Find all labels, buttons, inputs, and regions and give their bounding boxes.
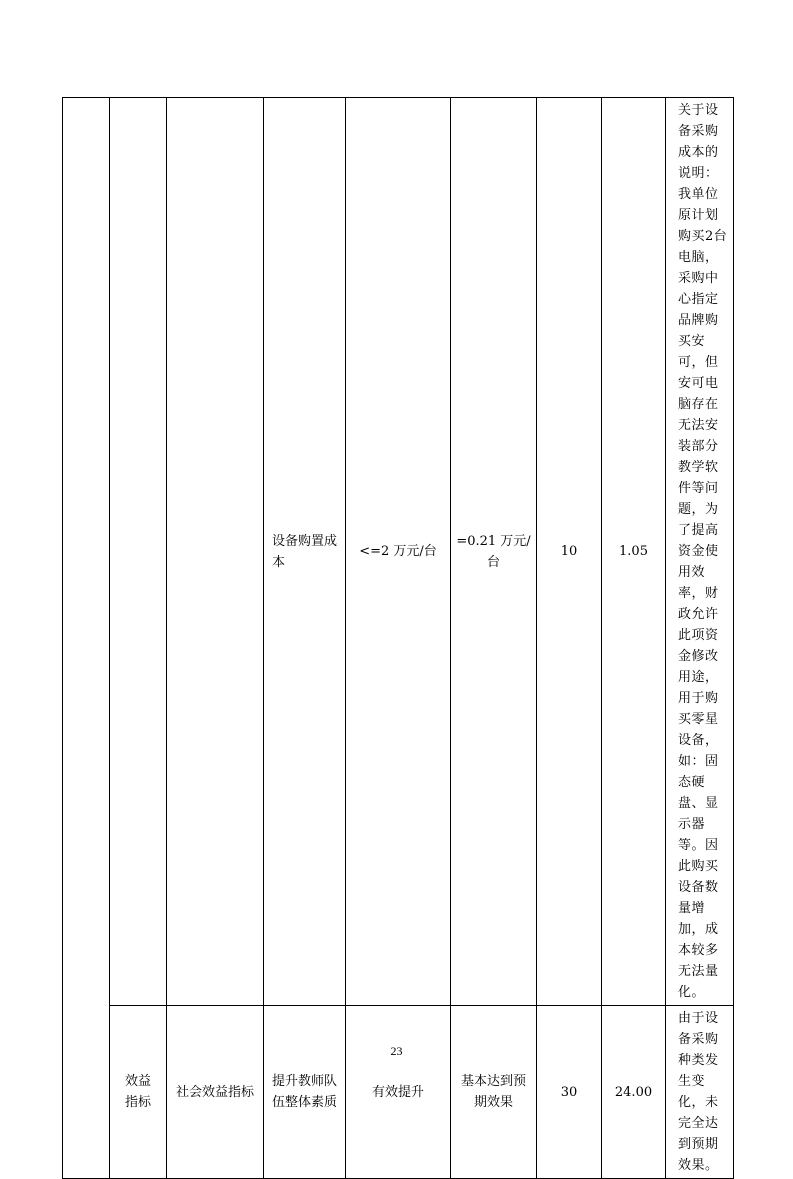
weight-cell: 10 <box>537 98 602 1006</box>
primary-indicator-cell <box>63 98 110 1179</box>
indicator-content-cell: 设备购置成本 <box>264 98 346 1006</box>
note-cell: 由于设备采购种类发生变化，未完全达到预期效果。 <box>666 1006 734 1179</box>
target-value-cell: 有效提升 <box>346 1006 451 1179</box>
actual-value-cell: =0.21 万元/台 <box>451 98 537 1006</box>
score-cell: 1.05 <box>602 98 666 1006</box>
weight-cell: 30 <box>537 1006 602 1179</box>
secondary-indicator-cell <box>110 98 167 1006</box>
tertiary-indicator-cell <box>167 98 264 1006</box>
secondary-indicator-cell: 效益指标 <box>110 1006 167 1179</box>
actual-value-cell: 基本达到预期效果 <box>451 1006 537 1179</box>
performance-indicator-table <box>62 97 734 1179</box>
page-number: 23 <box>390 1044 403 1058</box>
tertiary-indicator-cell: 社会效益指标 <box>167 1006 264 1179</box>
table-row <box>63 1006 734 1179</box>
score-cell: 24.00 <box>602 1006 666 1179</box>
note-cell: 关于设备采购成本的说明：我单位原计划购买2台电脑，采购中心指定品牌购买安可，但安可电脑存在无法安装部分教学软件等问题，为了提高资金使用效率，财政允许此项资金修改用途，用于购买零星设备，如：固态硬盘、显示器等。因此购买设备数量增加，成本较多无法量化。 <box>666 98 734 1006</box>
indicator-content-cell: 提升教师队伍整体素质 <box>264 1006 346 1179</box>
table-row <box>63 98 734 1006</box>
target-value-cell: <=2 万元/台 <box>346 98 451 1006</box>
